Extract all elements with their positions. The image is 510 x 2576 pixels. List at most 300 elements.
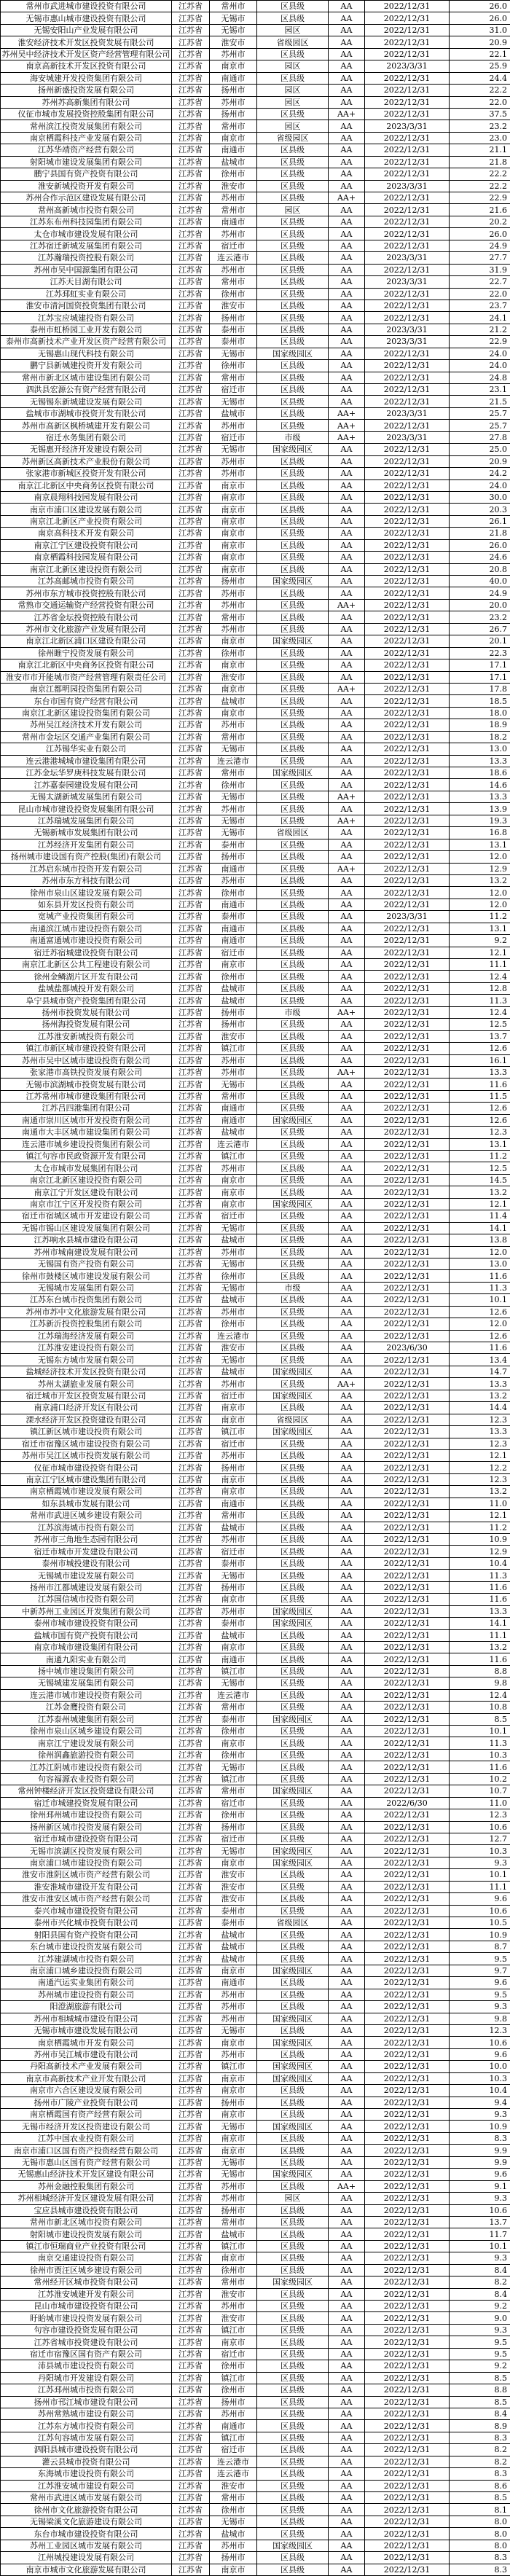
issuer-name-cell: 南京栖霞科技园发展有限公司 <box>1 552 172 563</box>
admin-level-cell: 国家级园区 <box>257 2013 329 2024</box>
issuer-name-cell: 泗阳县城市建设投资有限公司 <box>1 2444 172 2456</box>
table-row <box>1 1258 510 1269</box>
admin-level-cell: 区县级 <box>257 1270 329 1282</box>
issuer-name-cell: 太仓市城市建设发展有限公司 <box>1 228 172 240</box>
city-cell: 南京市 <box>210 683 257 694</box>
table-row <box>1 2432 510 2443</box>
issuer-name-cell: 江苏邳虹实业有限公司 <box>1 288 172 300</box>
credit-rating-cell: AA <box>329 539 365 551</box>
credit-rating-cell: AA <box>329 288 365 300</box>
province-cell: 江苏省 <box>172 1869 210 1881</box>
credit-rating-cell: AA <box>329 1354 365 1366</box>
credit-rating-cell: AA <box>329 899 365 910</box>
credit-rating-cell: AA <box>329 1965 365 1976</box>
admin-level-cell: 区县级 <box>257 874 329 886</box>
table-row <box>1 1438 510 1449</box>
city-cell: 南京市 <box>210 1473 257 1485</box>
credit-rating-cell: AA <box>329 1989 365 2000</box>
city-cell: 泰州市 <box>210 336 257 348</box>
credit-rating-cell: AA <box>329 2301 365 2312</box>
admin-level-cell: 区县级 <box>257 1162 329 1174</box>
city-cell: 淮安市 <box>210 1869 257 1881</box>
credit-rating-cell: AA <box>329 1222 365 1234</box>
report-date-cell: 2022/12/31 <box>365 1581 450 1593</box>
admin-level-cell: 区县级 <box>257 216 329 227</box>
value-cell: 23.7 <box>450 300 510 311</box>
city-cell: 南京市 <box>210 2145 257 2156</box>
credit-rating-cell: AA <box>329 719 365 731</box>
credit-rating-cell: AA <box>329 216 365 227</box>
province-cell: 江苏省 <box>172 1713 210 1725</box>
value-cell: 8.5 <box>450 2396 510 2408</box>
value-cell: 23.2 <box>450 611 510 623</box>
province-cell: 江苏省 <box>172 839 210 850</box>
issuer-name-cell: 南京江都明园投资集团有限公司 <box>1 683 172 694</box>
issuer-name-cell: 无锡锡东新城建设发展有限公司 <box>1 396 172 407</box>
province-cell: 江苏省 <box>172 2504 210 2516</box>
province-cell: 江苏省 <box>172 1917 210 1929</box>
province-cell: 江苏省 <box>172 2301 210 2312</box>
table-row <box>1 935 510 947</box>
city-cell: 南通市 <box>210 863 257 874</box>
admin-level-cell: 区县级 <box>257 779 329 791</box>
report-date-cell: 2022/12/31 <box>365 468 450 479</box>
province-cell: 江苏省 <box>172 587 210 599</box>
value-cell: 31.0 <box>450 24 510 36</box>
city-cell: 无锡市 <box>210 791 257 802</box>
table-row <box>1 2324 510 2336</box>
table-row <box>1 1629 510 1641</box>
province-cell: 江苏省 <box>172 2468 210 2480</box>
province-cell: 江苏省 <box>172 1402 210 1414</box>
province-cell: 江苏省 <box>172 1641 210 1653</box>
issuer-name-cell: 无锡市经济开发区投资建设有限公司 <box>1 2121 172 2132</box>
table-row <box>1 1402 510 1414</box>
province-cell: 江苏省 <box>172 707 210 719</box>
value-cell: 12.4 <box>450 1006 510 1018</box>
province-cell: 江苏省 <box>172 1510 210 1522</box>
city-cell: 南京市 <box>210 1174 257 1186</box>
value-cell: 8.8 <box>450 1665 510 1677</box>
admin-level-cell: 区县级 <box>257 420 329 431</box>
report-date-cell: 2022/12/31 <box>365 1785 450 1797</box>
table-row <box>1 1234 510 1246</box>
value-cell: 13.0 <box>450 743 510 755</box>
report-date-cell: 2022/12/31 <box>365 1234 450 1246</box>
admin-level-cell: 区县级 <box>257 1510 329 1522</box>
table-row <box>1 1821 510 1833</box>
value-cell: 25.9 <box>450 60 510 72</box>
report-date-cell: 2022/12/31 <box>365 2109 450 2121</box>
credit-rating-cell: AA <box>329 2336 365 2348</box>
admin-level-cell: 区县级 <box>257 2264 329 2276</box>
report-date-cell: 2022/12/31 <box>365 396 450 407</box>
report-date-cell: 2022/12/31 <box>365 552 450 563</box>
table-row <box>1 2516 510 2527</box>
city-cell: 南京市 <box>210 1402 257 1414</box>
value-cell: 13.2 <box>450 1186 510 1198</box>
table-row <box>1 396 510 407</box>
value-cell: 10.9 <box>450 1534 510 1546</box>
report-date-cell: 2022/12/31 <box>365 2145 450 2156</box>
admin-level-cell: 国家级园区 <box>257 1785 329 1797</box>
issuer-name-cell: 江苏滨海城市投资有限公司 <box>1 1522 172 1533</box>
admin-level-cell: 区县级 <box>257 1546 329 1557</box>
table-row <box>1 1665 510 1677</box>
issuer-name-cell: 连云港市城乡建设投资集团有限公司 <box>1 1138 172 1150</box>
admin-level-cell: 区县级 <box>257 2216 329 2228</box>
issuer-name-cell: 射阳城市建设发展集团有限公司 <box>1 156 172 168</box>
value-cell: 25.0 <box>450 444 510 455</box>
value-cell: 12.6 <box>450 1330 510 1342</box>
issuer-name-cell: 无锡市惠山城市建设投资有限公司 <box>1 12 172 24</box>
city-cell: 连云港市 <box>210 2468 257 2480</box>
city-cell: 镇江市 <box>210 1773 257 1785</box>
table-row <box>1 2288 510 2300</box>
table-row <box>1 779 510 791</box>
credit-rating-cell: AA <box>329 2085 365 2097</box>
city-cell: 苏州市 <box>210 1605 257 1617</box>
table-row <box>1 552 510 563</box>
report-date-cell: 2022/12/31 <box>365 1833 450 1844</box>
admin-level-cell: 区县级 <box>257 647 329 659</box>
admin-level-cell: 区县级 <box>257 240 329 251</box>
admin-level-cell: 区县级 <box>257 72 329 84</box>
issuer-name-cell: 南京市浦口区国有资产投资经营有限公司 <box>1 2145 172 2156</box>
city-cell: 连云港市 <box>210 755 257 767</box>
credit-rating-cell: AA <box>329 1581 365 1593</box>
city-cell: 常州市 <box>210 1702 257 1713</box>
table-row <box>1 2444 510 2456</box>
admin-level-cell: 区县级 <box>257 407 329 419</box>
report-date-cell: 2022/12/31 <box>365 2384 450 2396</box>
admin-level-cell: 区县级 <box>257 1929 329 1941</box>
table-row <box>1 168 510 180</box>
issuer-name-cell: 南京栖霞科技产业发展有限公司 <box>1 132 172 144</box>
credit-rating-cell: AA <box>329 1294 365 1306</box>
issuer-name-cell: 江苏瀚瑞投资控股有限公司 <box>1 252 172 264</box>
credit-rating-cell: AA <box>329 2420 365 2432</box>
table-row <box>1 2348 510 2360</box>
table-row <box>1 1198 510 1210</box>
report-date-cell: 2022/12/31 <box>365 1629 450 1641</box>
report-date-cell: 2023/3/31 <box>365 180 450 192</box>
city-cell: 苏州市 <box>210 599 257 611</box>
report-date-cell: 2022/12/31 <box>365 2552 450 2564</box>
city-cell: 无锡市 <box>210 2156 257 2168</box>
province-cell: 江苏省 <box>172 1138 210 1150</box>
city-cell: 徐州市 <box>210 887 257 899</box>
province-cell: 江苏省 <box>172 192 210 204</box>
value-cell: 11.2 <box>450 911 510 923</box>
report-date-cell: 2023/3/31 <box>365 252 450 264</box>
report-date-cell: 2022/12/31 <box>365 935 450 947</box>
credit-rating-cell: AA+ <box>329 108 365 120</box>
credit-rating-cell: AA <box>329 635 365 647</box>
province-cell: 江苏省 <box>172 168 210 180</box>
credit-rating-cell: AA <box>329 767 365 779</box>
admin-level-cell: 区县级 <box>257 611 329 623</box>
report-date-cell: 2022/12/31 <box>365 1773 450 1785</box>
admin-level-cell: 区县级 <box>257 2396 329 2408</box>
province-cell: 江苏省 <box>172 2540 210 2551</box>
issuer-name-cell: 鹏宁县国有资产投资有限公司 <box>1 168 172 180</box>
value-cell: 8.3 <box>450 2432 510 2443</box>
table-row <box>1 1006 510 1018</box>
admin-level-cell: 区县级 <box>257 1222 329 1234</box>
city-cell: 无锡市 <box>210 1845 257 1857</box>
value-cell: 14.1 <box>450 1618 510 1629</box>
issuer-name-cell: 无锡梁溪文化旅游建设有限公司 <box>1 2516 172 2527</box>
value-cell: 12.0 <box>450 1246 510 1258</box>
city-cell: 扬州市 <box>210 1462 257 1473</box>
province-cell: 江苏省 <box>172 539 210 551</box>
city-cell: 徐州市 <box>210 360 257 372</box>
admin-level-cell: 区县级 <box>257 156 329 168</box>
table-row <box>1 1977 510 1989</box>
report-date-cell: 2022/12/31 <box>365 1246 450 1258</box>
issuer-name-cell: 苏州市吴中国源集团有限公司 <box>1 264 172 275</box>
table-row <box>1 288 510 300</box>
issuer-name-cell: 苏州市城南建设发展有限公司 <box>1 1246 172 1258</box>
credit-rating-cell: AA <box>329 1498 365 1509</box>
admin-level-cell: 区县级 <box>257 659 329 671</box>
issuer-name-cell: 苏州市吴江区城市投资发展有限公司 <box>1 1449 172 1461</box>
report-date-cell: 2022/12/31 <box>365 1151 450 1162</box>
city-cell: 徐州市 <box>210 1749 257 1761</box>
table-row <box>1 1653 510 1665</box>
city-cell: 扬州市 <box>210 108 257 120</box>
report-date-cell: 2023/3/31 <box>365 407 450 419</box>
value-cell: 25.7 <box>450 407 510 419</box>
value-cell: 9.0 <box>450 2312 510 2324</box>
table-row <box>1 348 510 359</box>
credit-rating-cell: AA <box>329 982 365 994</box>
credit-rating-cell: AA <box>329 552 365 563</box>
credit-rating-cell: AA <box>329 1043 365 1054</box>
admin-level-cell: 区县级 <box>257 1210 329 1222</box>
table-row <box>1 827 510 839</box>
admin-level-cell: 区县级 <box>257 2109 329 2121</box>
credit-rating-cell: AA <box>329 707 365 719</box>
table-row <box>1 1330 510 1342</box>
credit-rating-cell: AA <box>329 2564 365 2575</box>
issuer-name-cell: 江苏邳州城市投资有限公司 <box>1 2384 172 2396</box>
table-row <box>1 2564 510 2575</box>
issuer-name-cell: 南京江北新区建设投资有限公司 <box>1 1174 172 1186</box>
report-date-cell: 2022/12/31 <box>365 384 450 396</box>
report-date-cell: 2022/12/31 <box>365 1 450 12</box>
province-cell: 江苏省 <box>172 1186 210 1198</box>
value-cell: 10.0 <box>450 2061 510 2072</box>
city-cell: 苏州市 <box>210 2193 257 2204</box>
report-date-cell: 2022/12/31 <box>365 1306 450 1318</box>
report-date-cell: 2022/12/31 <box>365 1390 450 1401</box>
report-date-cell: 2022/12/31 <box>365 1103 450 1114</box>
city-cell: 常州市 <box>210 767 257 779</box>
issuer-name-cell: 南京晨翔科技园发展有限公司 <box>1 491 172 503</box>
issuer-name-cell: 海安城建开发投资集团有限公司 <box>1 72 172 84</box>
province-cell: 江苏省 <box>172 1174 210 1186</box>
report-date-cell: 2022/12/31 <box>365 623 450 635</box>
province-cell: 江苏省 <box>172 1953 210 1965</box>
issuer-name-cell: 无锡市城市建设发展有限公司 <box>1 2024 172 2036</box>
table-row <box>1 504 510 515</box>
report-date-cell: 2022/12/31 <box>365 1006 450 1018</box>
report-date-cell: 2022/12/31 <box>365 228 450 240</box>
admin-level-cell: 区县级 <box>257 539 329 551</box>
value-cell: 8.5 <box>450 2492 510 2504</box>
issuer-name-cell: 江苏江阴城市建设投资有限公司 <box>1 1761 172 1773</box>
report-date-cell: 2022/12/31 <box>365 96 450 108</box>
city-cell: 徐州市 <box>210 647 257 659</box>
table-row <box>1 947 510 958</box>
admin-level-cell: 区县级 <box>257 1594 329 1605</box>
city-cell: 南京市 <box>210 563 257 575</box>
admin-level-cell: 区县级 <box>257 803 329 815</box>
report-date-cell: 2022/12/31 <box>365 2132 450 2144</box>
issuer-name-cell: 苏州太湖旅业发展有限公司 <box>1 1378 172 1390</box>
province-cell: 江苏省 <box>172 1809 210 1821</box>
issuer-name-cell: 丹阳城市开发建设有限公司 <box>1 2372 172 2384</box>
admin-level-cell: 区县级 <box>257 276 329 288</box>
admin-level-cell: 国家级园区 <box>257 1713 329 1725</box>
issuer-name-cell: 南京市江宁区开发投资有限公司 <box>1 1198 172 1210</box>
report-date-cell: 2022/12/31 <box>365 1809 450 1821</box>
admin-level-cell: 区县级 <box>257 743 329 755</box>
admin-level-cell: 区县级 <box>257 2468 329 2480</box>
table-row <box>1 1581 510 1593</box>
issuer-name-cell: 宿迁苏宿城建设投资有限公司 <box>1 947 172 958</box>
report-date-cell: 2022/12/31 <box>365 1282 450 1293</box>
report-date-cell: 2022/12/31 <box>365 2276 450 2288</box>
city-cell: 淮安市 <box>210 36 257 48</box>
table-row <box>1 2360 510 2372</box>
value-cell: 24.0 <box>450 348 510 359</box>
report-date-cell: 2022/12/31 <box>365 156 450 168</box>
province-cell: 江苏省 <box>172 360 210 372</box>
city-cell: 南京市 <box>210 1737 257 1749</box>
value-cell: 12.9 <box>450 1546 510 1557</box>
admin-level-cell: 区县级 <box>257 1737 329 1749</box>
credit-rating-cell: AA <box>329 1618 365 1629</box>
credit-rating-cell: AA <box>329 1702 365 1713</box>
value-cell: 12.4 <box>450 971 510 982</box>
province-cell: 江苏省 <box>172 2336 210 2348</box>
city-cell: 徐州市 <box>210 2264 257 2276</box>
report-date-cell: 2022/12/31 <box>365 1294 450 1306</box>
table-row <box>1 312 510 324</box>
report-date-cell: 2022/12/31 <box>365 36 450 48</box>
province-cell: 江苏省 <box>172 1043 210 1054</box>
table-row <box>1 1773 510 1785</box>
issuer-name-cell: 苏州工业园区城市发展有限公司 <box>1 2540 172 2551</box>
value-cell: 13.2 <box>450 1641 510 1653</box>
issuer-name-cell: 江苏泰州城建集团有限公司 <box>1 1713 172 1725</box>
credit-rating-cell: AA <box>329 479 365 491</box>
credit-rating-cell: AA <box>329 1438 365 1449</box>
admin-level-cell: 区县级 <box>257 2048 329 2060</box>
value-cell: 24.9 <box>450 587 510 599</box>
admin-level-cell: 区县级 <box>257 2324 329 2336</box>
province-cell: 江苏省 <box>172 2312 210 2324</box>
province-cell: 江苏省 <box>172 528 210 539</box>
value-cell: 24.0 <box>450 360 510 372</box>
report-date-cell: 2022/12/31 <box>365 635 450 647</box>
credit-rating-cell: AA <box>329 755 365 767</box>
city-cell: 南京市 <box>210 2336 257 2348</box>
credit-rating-cell: AA <box>329 1174 365 1186</box>
city-cell: 淮安市 <box>210 2288 257 2300</box>
report-date-cell: 2022/12/31 <box>365 2564 450 2575</box>
admin-level-cell: 区县级 <box>257 887 329 899</box>
admin-level-cell: 区县级 <box>257 623 329 635</box>
admin-level-cell: 园区 <box>257 204 329 216</box>
value-cell: 12.5 <box>450 1162 510 1174</box>
province-cell: 江苏省 <box>172 1198 210 1210</box>
city-cell: 徐州市 <box>210 288 257 300</box>
value-cell: 22.2 <box>450 168 510 180</box>
table-row <box>1 1043 510 1054</box>
value-cell: 31.9 <box>450 264 510 275</box>
admin-level-cell: 区县级 <box>257 683 329 694</box>
city-cell: 徐州市 <box>210 1270 257 1282</box>
city-cell: 苏州市 <box>210 2013 257 2024</box>
table-row <box>1 1078 510 1090</box>
report-date-cell: 2022/12/31 <box>365 1689 450 1701</box>
issuer-name-cell: 江州城投建设发展有限公司 <box>1 2552 172 2564</box>
city-cell: 泰州市 <box>210 1713 257 1725</box>
province-cell: 江苏省 <box>172 1605 210 1617</box>
city-cell: 无锡市 <box>210 815 257 826</box>
province-cell: 江苏省 <box>172 1306 210 1318</box>
province-cell: 江苏省 <box>172 396 210 407</box>
city-cell: 宿迁市 <box>210 1390 257 1401</box>
province-cell: 江苏省 <box>172 2372 210 2384</box>
city-cell: 宿迁市 <box>210 947 257 958</box>
city-cell: 常州市 <box>210 1510 257 1522</box>
issuer-name-cell: 中新苏州工业园区开发集团有限公司 <box>1 1605 172 1617</box>
admin-level-cell: 区县级 <box>257 1294 329 1306</box>
credit-rating-cell: AA <box>329 731 365 743</box>
admin-level-cell: 区县级 <box>257 515 329 527</box>
issuer-name-cell: 宿迁市宿豫区国有资产有限公司 <box>1 2348 172 2360</box>
table-row <box>1 1929 510 1941</box>
value-cell: 8.7 <box>450 1941 510 1952</box>
table-row <box>1 228 510 240</box>
table-row <box>1 2132 510 2144</box>
issuer-name-cell: 南通滨江城市建设投资有限公司 <box>1 923 172 934</box>
city-cell: 常州市 <box>210 204 257 216</box>
admin-level-cell: 区县级 <box>257 1449 329 1461</box>
city-cell: 镇江市 <box>210 2240 257 2252</box>
issuer-name-cell: 苏州市苏中文化旅游发展有限公司 <box>1 1306 172 1318</box>
value-cell: 13.2 <box>450 874 510 886</box>
issuer-name-cell: 江苏高邮城市投资有限公司 <box>1 576 172 587</box>
credit-rating-cell: AA <box>329 2396 365 2408</box>
credit-rating-cell: AA <box>329 1318 365 1330</box>
city-cell: 南京市 <box>210 1857 257 1868</box>
city-cell: 淮安市 <box>210 2312 257 2324</box>
table-row <box>1 2528 510 2540</box>
report-date-cell: 2022/12/31 <box>365 743 450 755</box>
province-cell: 江苏省 <box>172 1090 210 1102</box>
province-cell: 江苏省 <box>172 1342 210 1354</box>
credit-rating-cell: AA+ <box>329 1378 365 1390</box>
city-cell: 扬州市 <box>210 1581 257 1593</box>
admin-level-cell: 区县级 <box>257 1043 329 1054</box>
value-cell: 12.7 <box>450 1833 510 1844</box>
